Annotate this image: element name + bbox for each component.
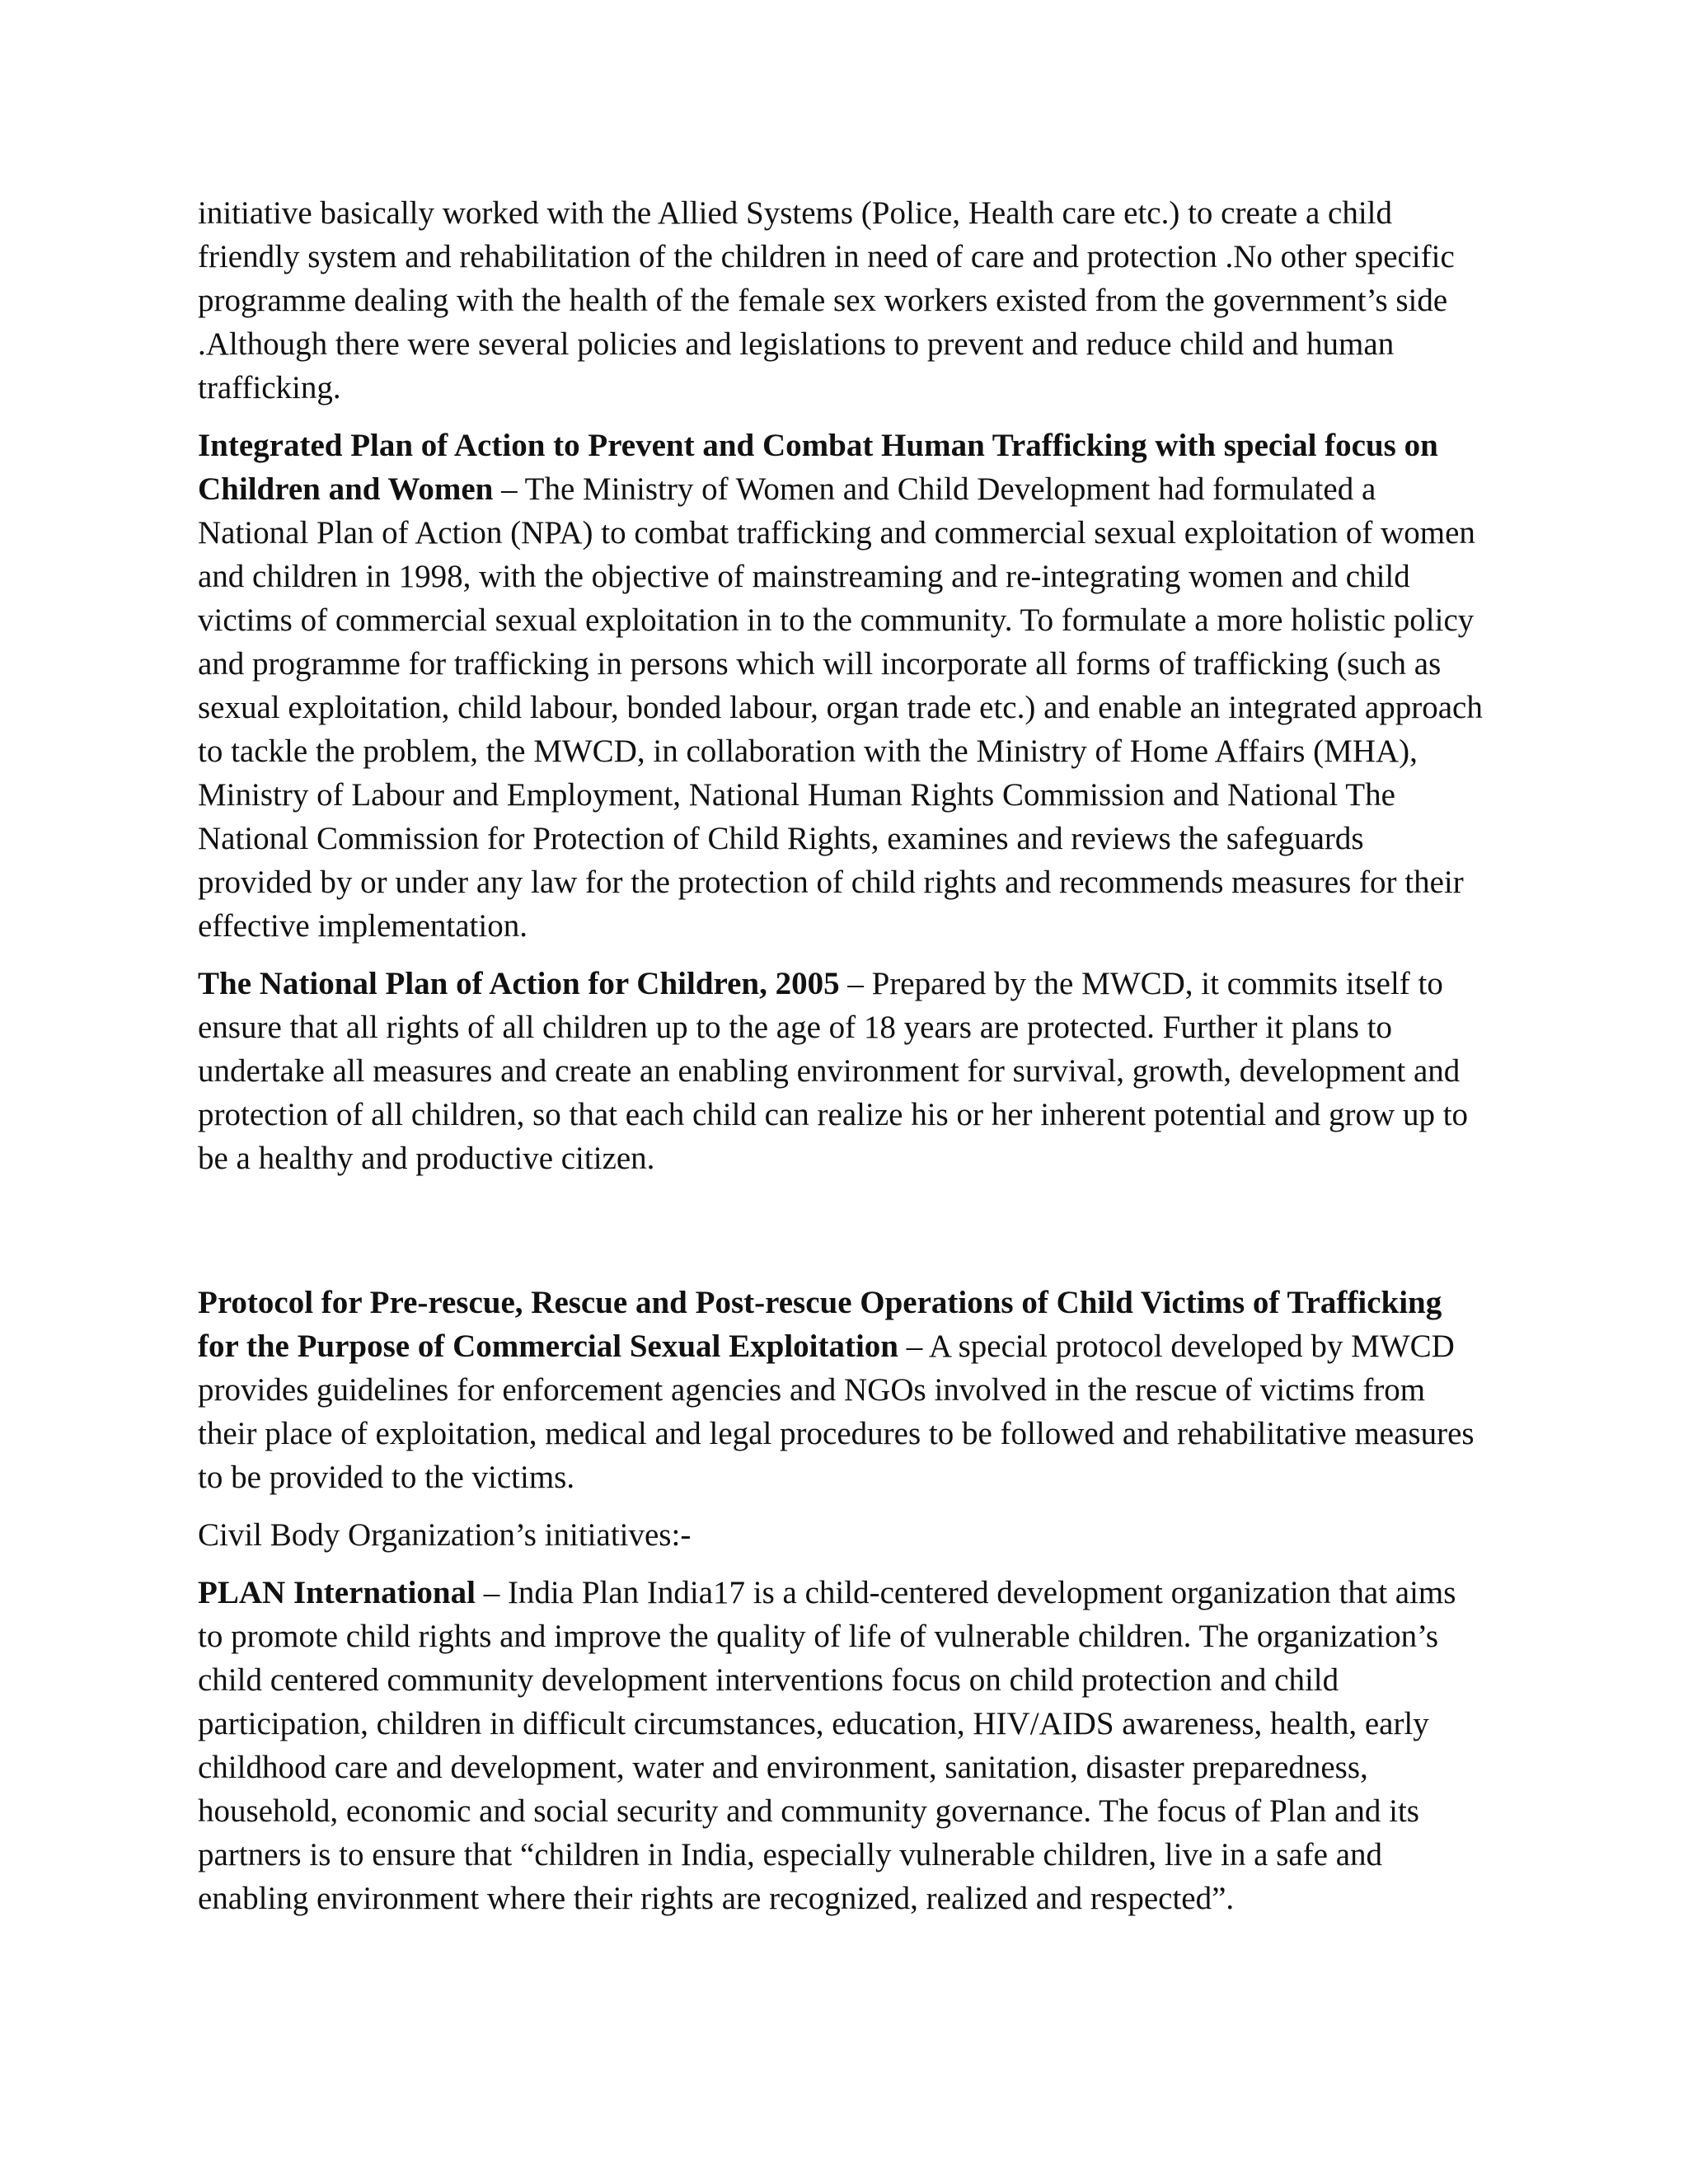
paragraph-plan-international [198, 1571, 1484, 1920]
paragraph-heading-plan-international: PLAN International [198, 1575, 476, 1610]
paragraph-national-plan-children [198, 962, 1484, 1180]
paragraph-text: – The Ministry of Women and Child Development had formulated a National Plan of Action (NPA) to combat trafficking and commercial sexual exploitation of women and children in 1998, with the objective of mainstreaming and re-integrating women and child victims of commercial sexual exploitation in to the community. To formulate a more holistic policy and programme for trafficking in persons which will incorporate all forms of trafficking (such as sexual exploitation, child labour, bonded labour, organ trade etc.) and enable an integrated approach to tackle the problem, the MWCD, in collaboration with the Ministry of Home Affairs (MHA), Ministry of Labour and Employment, National Human Rights Commission and National The National Commission for Protection of Child Rights, examines and reviews the safeguards provided by or under any law for the protection of child rights and recommends measures for their effective implementation. [198, 471, 1483, 944]
paragraph-text: – A special protocol developed by MWCD provides guidelines for enforcement agencies and NGOs involved in the rescue of victims from their place of exploitation, medical and legal procedures to be followed and rehabilitative measures to be provided to the victims. [198, 1329, 1475, 1495]
paragraph-integrated-plan [198, 424, 1484, 948]
paragraph-heading-integrated-plan: Integrated Plan of Action to Prevent and Combat Human Trafficking with special focus on Children and Women [198, 428, 1438, 507]
paragraph-heading-national-plan-children: The National Plan of Action for Children, 2005 [198, 966, 840, 1001]
paragraph-civil-body-initiatives [198, 1513, 1484, 1557]
paragraph-heading-protocol: Protocol for Pre-rescue, Rescue and Post-rescue Operations of Child Victims of Trafficking for the Purpose of Commercial Sexual Exploitation [198, 1285, 1442, 1364]
paragraph-allied-systems [198, 191, 1484, 410]
paragraph-text: – India Plan India17 is a child-centered development organization that aims to promote child rights and improve the quality of life of vulnerable children. The organization’s child centered community development interventions focus on child protection and child participation, children in difficult circumstances, education, HIV/AIDS awareness, health, early childhood care and development, water and environment, sanitation, disaster preparedness, household, economic and social security and community governance. The focus of Plan and its partners is to ensure that “children in India, especially vulnerable children, live in a safe and enabling environment where their rights are recognized, realized and respected”. [198, 1575, 1456, 1916]
paragraph-text: initiative basically worked with the Allied Systems (Police, Health care etc.) to create a child friendly system and rehabilitation of the children in need of care and protection .No other specific programme dealing with the health of the female sex workers existed from the government’s side .Although there were several policies and legislations to prevent and reduce child and human trafficking. [198, 195, 1455, 405]
paragraph-text: Civil Body Organization’s initiatives:- [198, 1517, 692, 1553]
paragraph-protocol [198, 1281, 1484, 1499]
paragraph-text: – Prepared by the MWCD, it commits itself to ensure that all rights of all children up to the age of 18 years are protected. Further it plans to undertake all measures and create an enabling environment for survival, growth, development and protection of all children, so that each child can realize his or her inherent potential and grow up to be a healthy and productive citizen. [198, 966, 1469, 1176]
document-body [198, 191, 1484, 1920]
